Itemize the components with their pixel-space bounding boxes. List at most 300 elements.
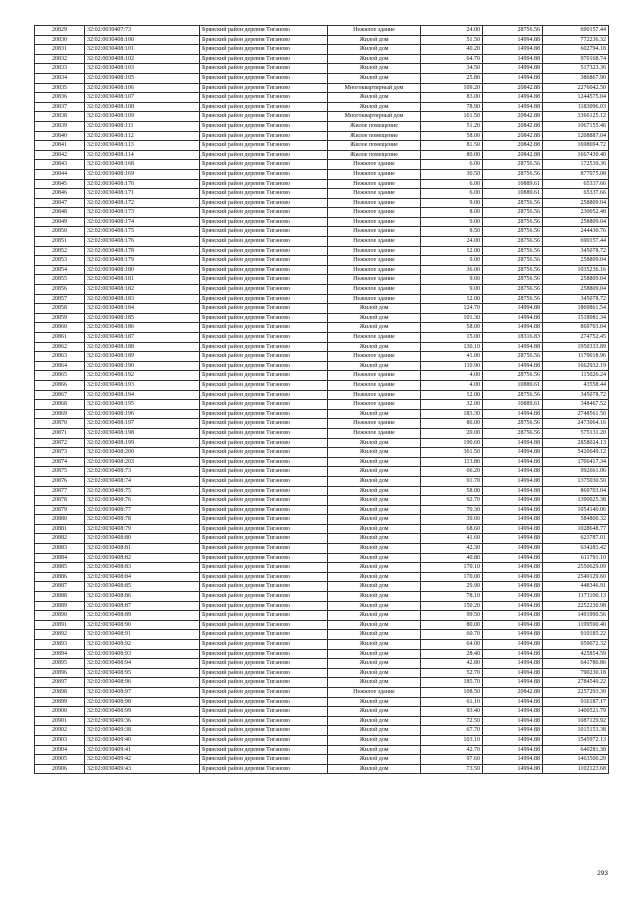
cadastral-number-cell: 32:02:0030409:41 <box>85 745 200 755</box>
rate-cell: 28756.56 <box>483 428 543 438</box>
value-cell: 2858024.13 <box>543 438 609 448</box>
address-cell: Брянский район деревня Тиганово <box>200 563 328 573</box>
object-type-cell: Жилой дом <box>328 524 421 534</box>
value-cell: 640281.38 <box>543 745 609 755</box>
area-cell: 8.50 <box>421 227 483 237</box>
table-row <box>35 26 609 36</box>
address-cell: Брянский район деревня Тиганово <box>200 467 328 477</box>
area-cell: 25.80 <box>421 73 483 83</box>
rate-cell: 20842.88 <box>483 150 543 160</box>
rate-cell: 14994.88 <box>483 735 543 745</box>
value-cell: 43558.44 <box>543 380 609 390</box>
rate-cell: 28756.56 <box>483 294 543 304</box>
object-type-cell: Жилой дом <box>328 409 421 419</box>
row-number-cell: 20857 <box>35 294 85 304</box>
address-cell: Брянский район деревня Тиганово <box>200 687 328 697</box>
row-number-cell: 20852 <box>35 246 85 256</box>
address-cell: Брянский район деревня Тиганово <box>200 476 328 486</box>
area-cell: 72.50 <box>421 716 483 726</box>
value-cell: 634283.42 <box>543 544 609 554</box>
object-type-cell: Жилой дом <box>328 93 421 103</box>
rate-cell: 10889.61 <box>483 179 543 189</box>
rate-cell: 14994.88 <box>483 601 543 611</box>
row-number-cell: 20831 <box>35 45 85 55</box>
rate-cell: 14994.88 <box>483 102 543 112</box>
rate-cell: 10889.61 <box>483 189 543 199</box>
row-number-cell: 20843 <box>35 160 85 170</box>
object-type-cell: Жилое помещение <box>328 131 421 141</box>
row-number-cell: 20834 <box>35 73 85 83</box>
value-cell: 1015153.38 <box>543 726 609 736</box>
object-type-cell: Жилой дом <box>328 563 421 573</box>
address-cell: Брянский район деревня Тиганово <box>200 361 328 371</box>
area-cell: 32.00 <box>421 400 483 410</box>
table-row <box>35 275 609 285</box>
address-cell: Брянский район деревня Тиганово <box>200 141 328 151</box>
row-number-cell: 20889 <box>35 601 85 611</box>
row-number-cell: 20882 <box>35 534 85 544</box>
row-number-cell: 20865 <box>35 371 85 381</box>
cadastral-number-cell: 32:02:0030408:83 <box>85 563 200 573</box>
value-cell: 2257293.30 <box>543 687 609 697</box>
cadastral-number-cell: 32:02:0030408:185 <box>85 313 200 323</box>
rate-cell: 28756.56 <box>483 256 543 266</box>
table-row <box>35 73 609 83</box>
object-type-cell: Жилой дом <box>328 476 421 486</box>
rate-cell: 14994.88 <box>483 35 543 45</box>
row-number-cell: 20841 <box>35 141 85 151</box>
area-cell: 58.00 <box>421 131 483 141</box>
rate-cell: 14994.88 <box>483 745 543 755</box>
table-row <box>35 486 609 496</box>
area-cell: 36.00 <box>421 265 483 275</box>
address-cell: Брянский район деревня Тиганово <box>200 390 328 400</box>
address-cell: Брянский район деревня Тиганово <box>200 707 328 717</box>
address-cell: Брянский район деревня Тиганово <box>200 102 328 112</box>
cadastral-number-cell: 32:02:0030408:96 <box>85 678 200 688</box>
address-cell: Брянский район деревня Тиганово <box>200 217 328 227</box>
row-number-cell: 20867 <box>35 390 85 400</box>
cadastral-number-cell: 32:02:0030408:105 <box>85 73 200 83</box>
table-row <box>35 237 609 247</box>
address-cell: Брянский район деревня Тиганово <box>200 438 328 448</box>
rate-cell: 14994.88 <box>483 553 543 563</box>
object-type-cell: Жилой дом <box>328 726 421 736</box>
address-cell: Брянский район деревня Тиганово <box>200 208 328 218</box>
row-number-cell: 20838 <box>35 112 85 122</box>
rate-cell: 28756.56 <box>483 419 543 429</box>
address-cell: Брянский район деревня Тиганово <box>200 630 328 640</box>
row-number-cell: 20906 <box>35 764 85 774</box>
value-cell: 1950333.89 <box>543 342 609 352</box>
object-type-cell: Жилой дом <box>328 572 421 582</box>
cadastral-number-cell: 32:02:0030408:112 <box>85 131 200 141</box>
rate-cell: 14994.88 <box>483 457 543 467</box>
row-number-cell: 20880 <box>35 515 85 525</box>
address-cell: Брянский район деревня Тиганово <box>200 620 328 630</box>
value-cell: 1491990.56 <box>543 611 609 621</box>
object-type-cell: Жилой дом <box>328 755 421 765</box>
cadastral-number-cell: 32:02:0030408:189 <box>85 352 200 362</box>
cadastral-number-cell: 32:02:0030408:176 <box>85 237 200 247</box>
rate-cell: 10889.61 <box>483 400 543 410</box>
area-cell: 101.30 <box>421 313 483 323</box>
cadastral-number-cell: 32:02:0030408:106 <box>85 83 200 93</box>
rate-cell: 14994.88 <box>483 534 543 544</box>
object-type-cell: Нежилое здание <box>328 227 421 237</box>
area-cell: 9.00 <box>421 285 483 295</box>
area-cell: 39.00 <box>421 515 483 525</box>
value-cell: 1087129.92 <box>543 716 609 726</box>
row-number-cell: 20898 <box>35 687 85 697</box>
row-number-cell: 20902 <box>35 726 85 736</box>
object-type-cell: Нежилое здание <box>328 294 421 304</box>
address-cell: Брянский район деревня Тиганово <box>200 227 328 237</box>
object-type-cell: Нежилое здание <box>328 380 421 390</box>
cadastral-number-cell: 32:02:0030408:194 <box>85 390 200 400</box>
value-cell: 1244575.04 <box>543 93 609 103</box>
cadastral-number-cell: 32:02:0030408:193 <box>85 380 200 390</box>
area-cell: 20.00 <box>421 428 483 438</box>
value-cell: 611791.10 <box>543 553 609 563</box>
rate-cell: 14994.88 <box>483 755 543 765</box>
object-type-cell: Жилой дом <box>328 73 421 83</box>
rate-cell: 14994.88 <box>483 448 543 458</box>
area-cell: 190.60 <box>421 438 483 448</box>
rate-cell: 14994.88 <box>483 697 543 707</box>
cadastral-number-cell: 32:02:0030408:173 <box>85 208 200 218</box>
value-cell: 258809.04 <box>543 217 609 227</box>
value-cell: 790230.18 <box>543 668 609 678</box>
value-cell: 2784549.22 <box>543 678 609 688</box>
object-type-cell: Жилой дом <box>328 496 421 506</box>
rate-cell: 20842.88 <box>483 121 543 131</box>
cadastral-number-cell: 32:02:0030408:100 <box>85 35 200 45</box>
value-cell: 970168.74 <box>543 54 609 64</box>
rate-cell: 14994.88 <box>483 476 543 486</box>
object-type-cell: Нежилое здание <box>328 419 421 429</box>
table-row <box>35 141 609 151</box>
area-cell: 12.00 <box>421 294 483 304</box>
area-cell: 68.60 <box>421 524 483 534</box>
area-cell: 110.90 <box>421 361 483 371</box>
table-row <box>35 697 609 707</box>
table-row <box>35 707 609 717</box>
area-cell: 15.00 <box>421 333 483 343</box>
rate-cell: 14994.88 <box>483 678 543 688</box>
rate-cell: 14994.88 <box>483 45 543 55</box>
object-type-cell: Нежилое здание <box>328 333 421 343</box>
object-type-cell: Жилой дом <box>328 438 421 448</box>
object-type-cell: Жилой дом <box>328 582 421 592</box>
row-number-cell: 20862 <box>35 342 85 352</box>
table-row <box>35 553 609 563</box>
row-number-cell: 20830 <box>35 35 85 45</box>
row-number-cell: 20832 <box>35 54 85 64</box>
object-type-cell: Жилой дом <box>328 64 421 74</box>
value-cell: 517323.36 <box>543 64 609 74</box>
object-type-cell: Жилой дом <box>328 467 421 477</box>
row-number-cell: 20874 <box>35 457 85 467</box>
table-row <box>35 371 609 381</box>
table-row <box>35 505 609 515</box>
area-cell: 42.30 <box>421 544 483 554</box>
value-cell: 348467.52 <box>543 400 609 410</box>
object-type-cell: Жилое помещение <box>328 121 421 131</box>
rate-cell: 14994.88 <box>483 524 543 534</box>
address-cell: Брянский район деревня Тиганово <box>200 169 328 179</box>
cadastral-number-cell: 32:02:0030408:98 <box>85 697 200 707</box>
address-cell: Брянский район деревня Тиганово <box>200 515 328 525</box>
rate-cell: 14994.88 <box>483 764 543 774</box>
object-type-cell: Жилой дом <box>328 630 421 640</box>
value-cell: 1463500.29 <box>543 755 609 765</box>
cadastral-number-cell: 32:02:0030408:93 <box>85 649 200 659</box>
rate-cell: 14994.88 <box>483 313 543 323</box>
cadastral-number-cell: 32:02:0030408:174 <box>85 217 200 227</box>
area-cell: 42.70 <box>421 745 483 755</box>
cadastral-number-cell: 32:02:0030408:92 <box>85 640 200 650</box>
area-cell: 64.70 <box>421 54 483 64</box>
table-row <box>35 323 609 333</box>
row-number-cell: 20861 <box>35 333 85 343</box>
rate-cell: 14994.88 <box>483 323 543 333</box>
address-cell: Брянский район деревня Тиганово <box>200 726 328 736</box>
table-row <box>35 687 609 697</box>
value-cell: 115026.24 <box>543 371 609 381</box>
value-cell: 258809.04 <box>543 285 609 295</box>
rate-cell: 14994.88 <box>483 572 543 582</box>
object-type-cell: Жилой дом <box>328 102 421 112</box>
cadastral-number-cell: 32:02:0030408:109 <box>85 112 200 122</box>
value-cell: 274752.45 <box>543 333 609 343</box>
table-row <box>35 630 609 640</box>
value-cell: 1102123.68 <box>543 764 609 774</box>
value-cell: 2748561.50 <box>543 409 609 419</box>
object-type-cell: Жилой дом <box>328 304 421 314</box>
row-number-cell: 20859 <box>35 313 85 323</box>
area-cell: 113.80 <box>421 457 483 467</box>
address-cell: Брянский район деревня Тиганово <box>200 121 328 131</box>
area-cell: 6.00 <box>421 160 483 170</box>
row-number-cell: 20875 <box>35 467 85 477</box>
row-number-cell: 20885 <box>35 563 85 573</box>
address-cell: Брянский район деревня Тиганово <box>200 256 328 266</box>
value-cell: 2473064.16 <box>543 419 609 429</box>
table-row <box>35 457 609 467</box>
area-cell: 99.50 <box>421 611 483 621</box>
property-table <box>34 25 609 774</box>
object-type-cell: Жилой дом <box>328 35 421 45</box>
area-cell: 6.00 <box>421 179 483 189</box>
rate-cell: 28756.56 <box>483 208 543 218</box>
table-row <box>35 620 609 630</box>
object-type-cell: Жилой дом <box>328 697 421 707</box>
area-cell: 12.00 <box>421 246 483 256</box>
cadastral-number-cell: 32:02:0030408:99 <box>85 707 200 717</box>
row-number-cell: 20848 <box>35 208 85 218</box>
rate-cell: 20842.88 <box>483 687 543 697</box>
address-cell: Брянский район деревня Тиганово <box>200 333 328 343</box>
value-cell: 172539.36 <box>543 160 609 170</box>
cadastral-number-cell: 32:02:0030408:179 <box>85 256 200 266</box>
object-type-cell: Жилой дом <box>328 764 421 774</box>
value-cell: 1179018.96 <box>543 352 609 362</box>
row-number-cell: 20863 <box>35 352 85 362</box>
table-row <box>35 150 609 160</box>
area-cell: 41.00 <box>421 352 483 362</box>
row-number-cell: 20904 <box>35 745 85 755</box>
object-type-cell: Жилое помещение <box>328 141 421 151</box>
table-row <box>35 448 609 458</box>
value-cell: 1183096.03 <box>543 102 609 112</box>
address-cell: Брянский район деревня Тиганово <box>200 553 328 563</box>
address-cell: Брянский район деревня Тиганово <box>200 745 328 755</box>
row-number-cell: 20860 <box>35 323 85 333</box>
address-cell: Брянский район деревня Тиганово <box>200 649 328 659</box>
value-cell: 916187.17 <box>543 697 609 707</box>
table-row <box>35 438 609 448</box>
rate-cell: 14994.88 <box>483 409 543 419</box>
object-type-cell: Жилой дом <box>328 592 421 602</box>
object-type-cell: Жилой дом <box>328 323 421 333</box>
table-row <box>35 409 609 419</box>
table-row <box>35 735 609 745</box>
cadastral-number-cell: 32:02:0030408:95 <box>85 668 200 678</box>
cadastral-number-cell: 32:02:0030408:197 <box>85 419 200 429</box>
address-cell: Брянский район деревня Тиганово <box>200 428 328 438</box>
cadastral-number-cell: 32:02:0030408:200 <box>85 448 200 458</box>
area-cell: 78.90 <box>421 102 483 112</box>
area-cell: 93.40 <box>421 707 483 717</box>
row-number-cell: 20855 <box>35 275 85 285</box>
row-number-cell: 20842 <box>35 150 85 160</box>
value-cell: 1199590.40 <box>543 620 609 630</box>
value-cell: 345078.72 <box>543 246 609 256</box>
rate-cell: 14994.88 <box>483 496 543 506</box>
row-number-cell: 20869 <box>35 409 85 419</box>
value-cell: 602794.18 <box>543 45 609 55</box>
table-row <box>35 649 609 659</box>
area-cell: 40.20 <box>421 45 483 55</box>
value-cell: 1171100.13 <box>543 592 609 602</box>
table-row <box>35 467 609 477</box>
cadastral-number-cell: 32:02:0030409:36 <box>85 716 200 726</box>
cadastral-number-cell: 32:02:0030408:172 <box>85 198 200 208</box>
table-row <box>35 428 609 438</box>
address-cell: Брянский район деревня Тиганово <box>200 524 328 534</box>
row-number-cell: 20870 <box>35 419 85 429</box>
object-type-cell: Нежилое здание <box>328 256 421 266</box>
row-number-cell: 20890 <box>35 611 85 621</box>
page-number: 293 <box>597 870 608 877</box>
value-cell: 575131.20 <box>543 428 609 438</box>
table-row <box>35 93 609 103</box>
area-cell: 103.10 <box>421 735 483 745</box>
table-row <box>35 352 609 362</box>
address-cell: Брянский район деревня Тиганово <box>200 582 328 592</box>
value-cell: 1869861.54 <box>543 304 609 314</box>
cadastral-number-cell: 32:02:0030408:73 <box>85 467 200 477</box>
object-type-cell: Нежилое здание <box>328 687 421 697</box>
row-number-cell: 20888 <box>35 592 85 602</box>
rate-cell: 14994.88 <box>483 93 543 103</box>
value-cell: 1035236.16 <box>543 265 609 275</box>
address-cell: Брянский район деревня Тиганово <box>200 409 328 419</box>
value-cell: 448346.91 <box>543 582 609 592</box>
value-cell: 641780.86 <box>543 659 609 669</box>
table-row <box>35 102 609 112</box>
object-type-cell: Нежилое здание <box>328 285 421 295</box>
table-row <box>35 246 609 256</box>
cadastral-number-cell: 32:02:0030408:182 <box>85 285 200 295</box>
table-row <box>35 400 609 410</box>
row-number-cell: 20847 <box>35 198 85 208</box>
rate-cell: 14994.88 <box>483 544 543 554</box>
cadastral-number-cell: 32:02:0030408:74 <box>85 476 200 486</box>
value-cell: 244430.76 <box>543 227 609 237</box>
object-type-cell: Жилой дом <box>328 668 421 678</box>
rate-cell: 28756.56 <box>483 275 543 285</box>
address-cell: Брянский район деревня Тиганово <box>200 160 328 170</box>
area-cell: 30.50 <box>421 169 483 179</box>
cadastral-number-cell: 32:02:0030408:169 <box>85 169 200 179</box>
value-cell: 992661.06 <box>543 467 609 477</box>
object-type-cell: Нежилое здание <box>328 428 421 438</box>
object-type-cell: Жилой дом <box>328 342 421 352</box>
row-number-cell: 20866 <box>35 380 85 390</box>
table-body <box>35 26 609 774</box>
row-number-cell: 20897 <box>35 678 85 688</box>
value-cell: 258809.04 <box>543 198 609 208</box>
area-cell: 70.30 <box>421 505 483 515</box>
object-type-cell: Нежилое здание <box>328 390 421 400</box>
table-row <box>35 678 609 688</box>
object-type-cell: Жилой дом <box>328 601 421 611</box>
area-cell: 24.00 <box>421 26 483 36</box>
cadastral-number-cell: 32:02:0030408:114 <box>85 150 200 160</box>
rate-cell: 14994.88 <box>483 361 543 371</box>
rate-cell: 14994.88 <box>483 64 543 74</box>
object-type-cell: Жилой дом <box>328 361 421 371</box>
cadastral-number-cell: 32:02:0030408:103 <box>85 64 200 74</box>
address-cell: Брянский район деревня Тиганово <box>200 572 328 582</box>
address-cell: Брянский район деревня Тиганово <box>200 265 328 275</box>
address-cell: Брянский район деревня Тиганово <box>200 275 328 285</box>
area-cell: 92.70 <box>421 496 483 506</box>
area-cell: 130.10 <box>421 342 483 352</box>
object-type-cell: Жилой дом <box>328 544 421 554</box>
value-cell: 258809.04 <box>543 275 609 285</box>
table-row <box>35 572 609 582</box>
table-row <box>35 496 609 506</box>
cadastral-number-cell: 32:02:0030408:203 <box>85 457 200 467</box>
cadastral-number-cell: 32:02:0030408:190 <box>85 361 200 371</box>
row-number-cell: 20876 <box>35 476 85 486</box>
value-cell: 910185.22 <box>543 630 609 640</box>
area-cell: 12.00 <box>421 390 483 400</box>
cadastral-number-cell: 32:02:0030408:171 <box>85 189 200 199</box>
address-cell: Брянский район деревня Тиганово <box>200 496 328 506</box>
rate-cell: 20842.88 <box>483 112 543 122</box>
cadastral-number-cell: 32:02:0030408:111 <box>85 121 200 131</box>
area-cell: 40.80 <box>421 553 483 563</box>
table-row <box>35 726 609 736</box>
address-cell: Брянский район деревня Тиганово <box>200 544 328 554</box>
value-cell: 772236.32 <box>543 35 609 45</box>
table-row <box>35 380 609 390</box>
object-type-cell: Жилой дом <box>328 486 421 496</box>
